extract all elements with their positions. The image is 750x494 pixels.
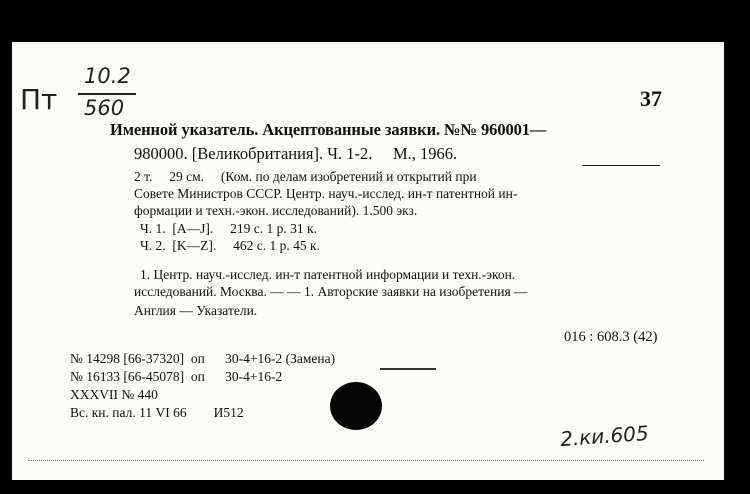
heading-underline	[582, 165, 660, 166]
catalog-line-2: № 16133 [66-45078] оп 30-4+16-2	[70, 369, 283, 384]
volume-1: Ч. 1. [A—J]. 219 с. 1 р. 31 к.	[140, 221, 317, 236]
classification-number: 016 : 608.3 (42)	[564, 329, 658, 345]
tracing-line-2: исследований. Москва. — — 1. Авторские заявки на изобретения —	[134, 284, 528, 299]
catalog-line-4: Вс. кн. пал. 11 VI 66 И512	[70, 405, 244, 420]
replacement-underline	[380, 368, 436, 370]
catalog-card	[12, 42, 724, 480]
shelfmark-fraction-line	[78, 93, 136, 95]
catalog-line-3: XXXVII № 440	[70, 387, 158, 402]
volume-2: Ч. 2. [K—Z]. 462 с. 1 р. 45 к.	[140, 238, 320, 253]
shelfmark-numerator: 10.2	[84, 64, 131, 88]
description-line-1: 2 т. 29 см. (Ком. по делам изобретений и открытий при	[134, 169, 477, 184]
tracing-line-1: 1. Центр. науч.-исслед. ин-т патентной информации и техн.-экон.	[140, 267, 516, 282]
handwritten-note: 2.ки.605	[559, 420, 650, 452]
description-line-3: формации и техн.-экон. исследований). 1.500 экз.	[134, 203, 418, 218]
catalog-line-1: № 14298 [66-37320] оп 30-4+16-2 (Замена)	[70, 351, 336, 366]
shelfmark-prefix: Пт	[20, 83, 58, 116]
tracing-line-3: Англия — Указатели.	[134, 303, 258, 318]
bottom-dotted-line	[28, 460, 704, 461]
card-number: 37	[640, 86, 662, 111]
description-line-2: Совете Министров СССР. Центр. науч.-исслед. ин-т патентной ин-	[134, 186, 518, 201]
heading-line-1: Именной указатель. Акцептованные заявки. №№ 960001—	[110, 120, 547, 139]
ink-blot	[330, 382, 382, 430]
shelfmark-denominator: 560	[84, 96, 125, 120]
heading-line-2: 980000. [Великобритания]. Ч. 1-2. М., 1966.	[134, 144, 458, 163]
